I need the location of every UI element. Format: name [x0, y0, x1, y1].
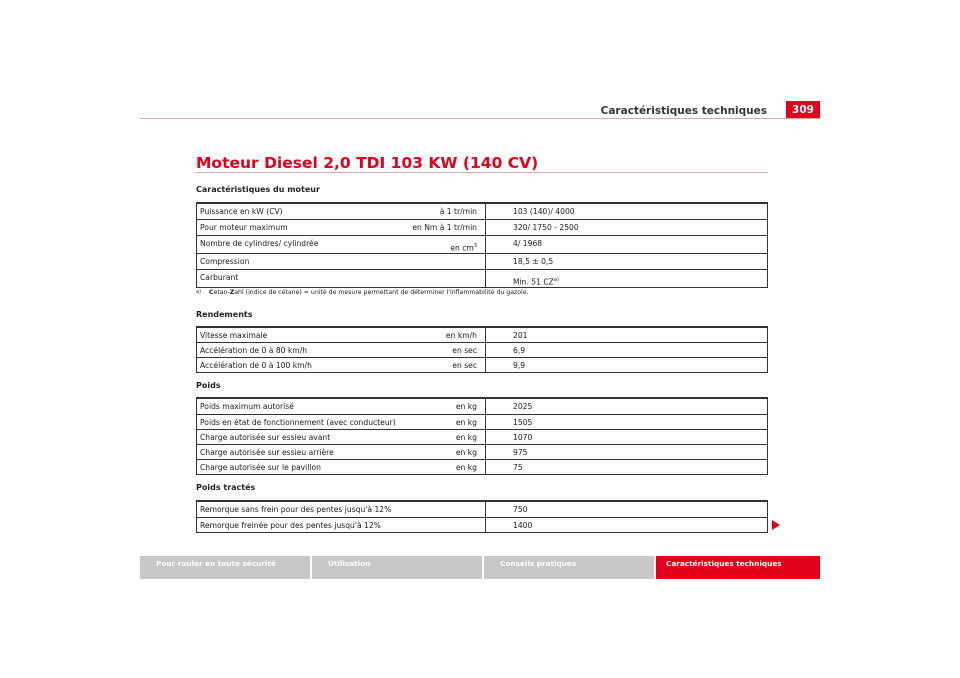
row-value: 320/ 1750 - 2500: [513, 223, 579, 232]
row-unit: en kg: [455, 418, 477, 427]
row-unit: en $cm^3$: [450, 243, 477, 253]
row-value: 18,5 ± 0,5: [513, 257, 554, 266]
footnote: $^{a)}$ Cetan-Zahl (indice de cétane) = unité de mesure permettant de déterminer l'inflammabilité du gazole.: [196, 289, 529, 296]
row-unit: en kg: [455, 448, 477, 457]
engine-heading: Caractéristiques du moteur: [196, 185, 320, 194]
tab-technical-specs[interactable]: Caractéristiques techniques: [656, 556, 820, 579]
row-label: Nombre de cylindres/ cylindrée: [200, 239, 319, 248]
row-value: Min. 51 CZ$^{a)}$: [513, 277, 559, 287]
row-value: 201: [513, 331, 528, 340]
table-row: [197, 429, 767, 444]
towing-table: [196, 500, 768, 533]
row-value: 2025: [513, 402, 533, 411]
row-unit: à 1 tr/min: [439, 207, 477, 216]
row-unit: en sec: [452, 361, 477, 370]
row-unit: en Nm à 1 tr/min: [412, 223, 477, 232]
row-label: Charge autorisée sur essieu avant: [200, 433, 331, 442]
chapter-nav: [140, 556, 820, 579]
row-label: Charge autorisée sur essieu arrière: [200, 448, 334, 457]
engine-table: [196, 202, 768, 288]
row-label: Compression: [200, 257, 250, 266]
page-title: Moteur Diesel 2,0 TDI 103 KW (140 CV): [196, 154, 539, 172]
table-row: [197, 517, 767, 532]
row-unit: en kg: [455, 463, 477, 472]
row-label: Puissance en kW (CV): [200, 207, 283, 216]
running-header: Caractéristiques techniques: [600, 105, 767, 117]
title-divider: [196, 172, 768, 173]
weights-table: [196, 397, 768, 475]
weights-heading: Poids: [196, 381, 221, 390]
row-label: Remorque freinée pour des pentes jusqu'à 12%: [200, 521, 381, 530]
row-label: Carburant: [200, 273, 239, 282]
table-row: [197, 398, 767, 414]
row-unit: en kg: [455, 402, 477, 411]
row-value: 750: [513, 505, 528, 514]
tab-usage[interactable]: Utilisation: [312, 556, 482, 579]
row-unit: en sec: [452, 346, 477, 355]
performance-table: [196, 326, 768, 373]
triangle-right-icon[interactable]: [772, 520, 780, 530]
row-label: Charge autorisée sur le pavillon: [200, 463, 321, 472]
towing-heading: Poids tractés: [196, 483, 256, 492]
row-value: 1505: [513, 418, 533, 427]
row-value: 9,9: [513, 361, 526, 370]
row-label: Vitesse maximale: [200, 331, 268, 340]
row-label: Poids en état de fonctionnement (avec conducteur): [200, 418, 396, 427]
table-row: [197, 219, 767, 235]
tab-practical-tips[interactable]: Conseils pratiques: [484, 556, 654, 579]
row-label: Accélération de 0 à 100 km/h: [200, 361, 312, 370]
row-unit: en kg: [455, 433, 477, 442]
row-value: 975: [513, 448, 528, 457]
row-label: Pour moteur maximum: [200, 223, 288, 232]
row-value: 1400: [513, 521, 533, 530]
row-value: 75: [513, 463, 523, 472]
row-value: 4/ 1968: [513, 239, 543, 248]
table-row: [197, 459, 767, 474]
performance-heading: Rendements: [196, 310, 253, 319]
table-row: [197, 235, 767, 253]
tab-safety[interactable]: Pour rouler en toute sécurité: [140, 556, 310, 579]
header-divider: [140, 118, 820, 119]
table-row: [197, 269, 767, 287]
table-row: [197, 203, 767, 219]
table-row: [197, 501, 767, 517]
row-label: Accélération de 0 à 80 km/h: [200, 346, 308, 355]
row-value: 1070: [513, 433, 533, 442]
row-unit: en km/h: [445, 331, 477, 340]
row-value: 103 (140)/ 4000: [513, 207, 575, 216]
row-value: 6,9: [513, 346, 526, 355]
table-row: [197, 327, 767, 342]
row-label: Poids maximum autorisé: [200, 402, 294, 411]
page-number: 309: [786, 101, 820, 118]
row-label: Remorque sans frein pour des pentes jusqu'à 12%: [200, 505, 392, 514]
table-row: [197, 253, 767, 269]
table-row: [197, 357, 767, 372]
table-row: [197, 342, 767, 357]
table-row: [197, 414, 767, 429]
table-row: [197, 444, 767, 459]
